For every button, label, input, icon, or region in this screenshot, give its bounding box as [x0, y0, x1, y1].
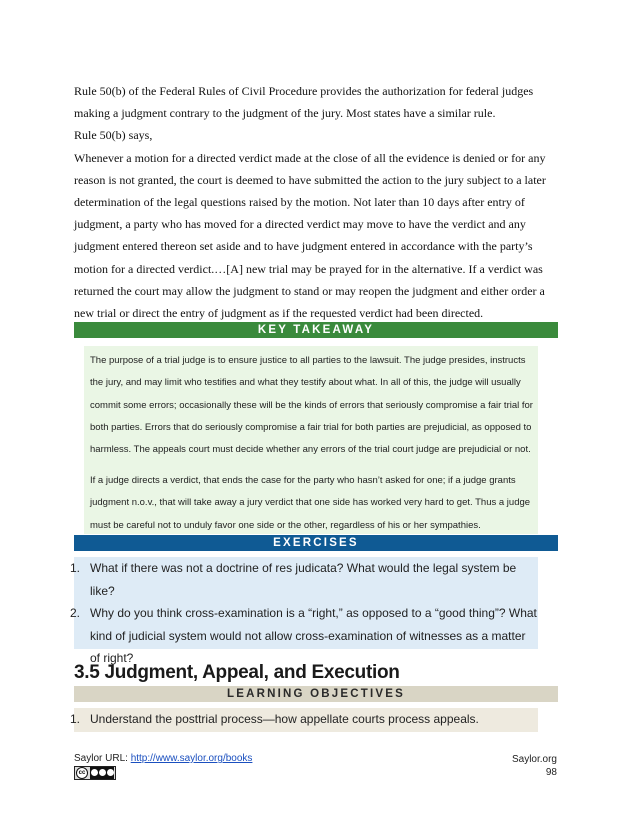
- footer-page-info: [512, 753, 557, 779]
- list-item-number: 2.: [70, 606, 81, 620]
- noncommercial-icon: [99, 769, 106, 776]
- page-number: 98: [545, 767, 557, 778]
- intro-text: [74, 80, 564, 324]
- learning-objectives-box: [70, 708, 538, 732]
- footer-source: [74, 753, 252, 764]
- exercises-heading: EXERCISES: [74, 535, 558, 551]
- list-item: [70, 708, 538, 731]
- key-takeaway-paragraph-1: The purpose of a trial judge is to ensure justice to all parties to the lawsuit. The judge presides, instructs the jury, and may limit who testifies and what they testify about what. In all of this, the judge will usually commit some errors; occasionally these will be the kinds of errors that seriously compromise a fair trial for both parties. Errors that do seriously compromise a fair trial for both parties are prejudicial, as opposed to harmless. The appeals court must decide whether any errors of the trial court judge are prejudicial or not.: [90, 355, 533, 456]
- list-item-text: Understand the posttrial process—how appellate courts process appeals.: [90, 712, 479, 726]
- list-item-number: 1.: [70, 561, 81, 575]
- cc-logo-text: cc: [76, 767, 88, 779]
- list-item-text: What if there was not a doctrine of res judicata? What would the legal system be like?: [90, 561, 517, 598]
- learning-objectives-list: [70, 708, 538, 731]
- exercises-box: [70, 557, 538, 665]
- intro-paragraph-2: Rule 50(b) says,: [74, 128, 153, 143]
- footer-source-label: Saylor URL:: [74, 753, 131, 764]
- list-item: [70, 557, 538, 602]
- intro-paragraph-1: Rule 50(b) of the Federal Rules of Civil Procedure provides the authorization for federal judges making a judgment contrary to the judgment of the jury. Most states have a similar rule.: [74, 84, 534, 121]
- list-item: [70, 602, 538, 670]
- share-alike-icon: [107, 769, 114, 776]
- footer-source-link[interactable]: http://www.saylor.org/books: [130, 753, 253, 764]
- list-item-text: Why do you think cross-examination is a “right,” as opposed to a “good thing”? What kind of judicial system would not allow cross-examination of witnesses as a matter of right?: [90, 606, 537, 665]
- key-takeaway-paragraph-2: If a judge directs a verdict, that ends the case for the party who hasn’t asked for one; if a judge grants judgment n.o.v., that will take away a jury verdict that one side has worked very hard to get. Thus a judge must be careful not to unduly favor one side or the other, regardless of his or her sympathies.: [90, 475, 531, 531]
- exercises-list: [70, 557, 538, 670]
- key-takeaway-heading: KEY TAKEAWAY: [74, 322, 558, 338]
- license-terms-icon: [90, 767, 114, 779]
- key-takeaway-box: [84, 346, 538, 534]
- intro-rule-quote: Whenever a motion for a directed verdict made at the close of all the evidence is denied or for any reason is not granted, the court is deemed to have submitted the action to the jury subject to a later determination of the legal questions raised by the motion. Not later than 10 days after entry of judgment, a party who has moved for a directed verdict may move to have the verdict and any judgment entered thereon set aside and to have judgment entered in accordance with the party’s motion for a directed verdict.…[A] new trial may be prayed for in the alternative. If a verdict was returned the court may allow the judgment to stand or may reopen the judgment and either order a new trial or direct the entry of judgment as if the requested verdict had been directed.: [74, 150, 546, 321]
- footer-site: Saylor.org: [511, 754, 557, 765]
- list-item-number: 1.: [70, 712, 81, 726]
- section-title: 3.5 Judgment, Appeal, and Execution: [74, 662, 400, 683]
- creative-commons-license-icon: [74, 766, 116, 780]
- attribution-icon: [91, 769, 98, 776]
- learning-objectives-heading: LEARNING OBJECTIVES: [74, 686, 558, 702]
